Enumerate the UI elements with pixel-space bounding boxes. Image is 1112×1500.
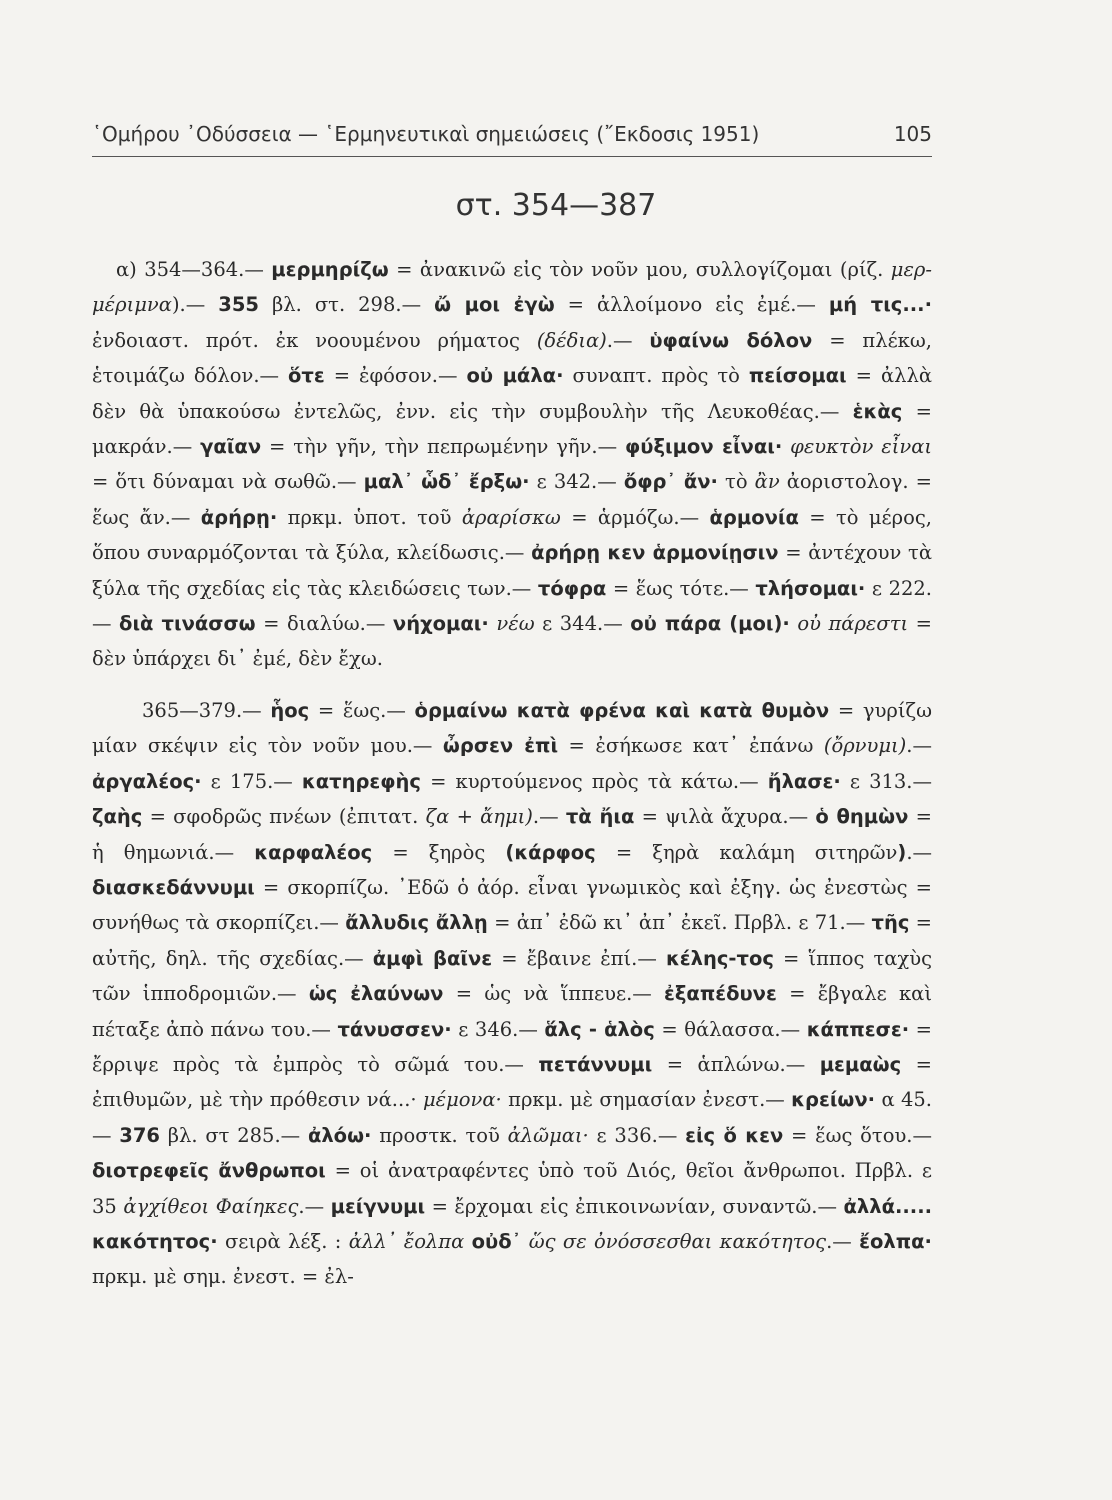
italic-gloss: μερ-μέριμνα <box>92 258 932 317</box>
lemma: καρφαλέος <box>254 840 373 864</box>
text-run: α 45.— <box>92 1088 932 1147</box>
text-run: .— <box>906 840 933 864</box>
lemma: ἁρμονία <box>709 505 799 529</box>
italic-gloss: ἀλῶμαι· <box>507 1123 589 1147</box>
lemma: ἐξαπέδυνε <box>664 982 777 1006</box>
lemma: κέλης-τος <box>665 946 774 970</box>
text-run: = τὴν γῆν, τὴν πεπρωμένην γῆν.— <box>261 435 626 459</box>
text-run: = ἐφόσον.— <box>324 364 467 388</box>
lemma: γαῖαν <box>200 435 262 459</box>
text-run <box>782 435 790 458</box>
text-run: = αὐτῆς, δηλ. τῆς σχεδίας.— <box>92 911 932 970</box>
lemma: τῆς <box>871 911 910 935</box>
text-run: ).— <box>171 293 219 317</box>
italic-gloss: ὥς σε ὀνόσσεσθαι κακότητος <box>528 1229 827 1253</box>
lemma: ὁρμαίνω κατὰ φρένα καὶ κατὰ θυμὸν <box>414 698 830 722</box>
lemma: διασκεδάννυμι <box>92 875 255 899</box>
lemma: ἤλασε· <box>767 769 841 793</box>
lemma: μή τις...· <box>828 293 932 317</box>
lemma: ἀρήρῃ κεν ἁρμονίῃσιν <box>531 541 779 565</box>
lemma: ἀλλά..... κακότητος· <box>92 1194 933 1253</box>
lemma: τλήσομαι· <box>755 576 866 600</box>
running-head <box>92 122 932 146</box>
lemma: διὰ τινάσσω <box>119 612 256 636</box>
lemma: ὑφαίνω δόλον <box>649 328 813 352</box>
text-run: = ἕως ὅτου.— <box>783 1123 932 1147</box>
lemma: φύξιμον εἶναι· <box>625 435 783 459</box>
text-run: ε 175.— <box>201 769 302 793</box>
paragraph-365-379 <box>92 693 932 1295</box>
lemma: μερμηρίζω <box>271 258 389 281</box>
text-run: = τὸ μέρος, ὅπου συναρμόζονται τὰ ξύλα, κλείδωσις.— <box>92 505 932 565</box>
lemma: πετάννυμι <box>538 1052 653 1076</box>
italic-gloss: (ὄρνυμι) <box>823 734 907 758</box>
italic-gloss: ἀραρίσκω <box>461 505 561 529</box>
text-run: = ἐσήκωσε κατ᾿ ἐπάνω <box>558 734 824 758</box>
text-run: .— <box>906 734 932 758</box>
italic-gloss: (δέδια) <box>536 328 607 352</box>
lemma: τὰ ἤια <box>565 805 635 829</box>
lemma: ἧος <box>270 698 310 722</box>
lemma: μείγνυμι <box>330 1194 426 1218</box>
lemma: 355 <box>218 293 259 317</box>
text-run: βλ. στ. 298.— <box>259 293 435 317</box>
text-run: ἐνδοιαστ. πρότ. ἐκ νοουμένου ρήματος <box>92 328 537 352</box>
header-rule <box>92 156 932 157</box>
text-run: = σφοδρῶς πνέων (ἐπιτατ. <box>142 805 426 829</box>
text-run: συναπτ. πρὸς τὸ <box>563 364 749 388</box>
text-run: = θάλασσα.— <box>654 1017 807 1041</box>
lemma: οὐδ᾿ <box>471 1229 522 1253</box>
lemma: μεμαὼς <box>819 1052 902 1076</box>
lemma: κάππεσε· <box>806 1017 910 1041</box>
text-run: = ἀλλοίμονο εἰς ἐμέ.— <box>554 293 829 317</box>
lemma: οὐ μάλα· <box>466 364 564 388</box>
italic-gloss: ἂν <box>754 470 780 494</box>
lemma: ) <box>897 840 907 864</box>
text-run: = ἔρριψε πρὸς τὰ ἐμπρὸς τὸ σῶμά του.— <box>92 1017 933 1076</box>
italic-gloss: ζα + ἄημι) <box>425 805 533 829</box>
text-run: ε 313.— <box>840 769 932 793</box>
text-run: ε 342.— <box>529 470 624 494</box>
text-run: ε 222.— <box>92 576 932 636</box>
text-run: = ἵππος ταχὺς τῶν ἱπποδρομιῶν.— <box>92 946 933 1006</box>
text-run: .— <box>606 328 650 352</box>
text-run: = πλέκω, ἑτοιμάζω δόλον.— <box>92 328 932 388</box>
lemma: ὁ θημὼν <box>815 805 909 829</box>
text-run: = ἕως τότε.— <box>606 576 756 600</box>
lemma: ἀμφὶ βαῖνε <box>372 946 493 970</box>
text-run: προστκ. τοῦ <box>371 1123 508 1147</box>
lemma: ὄφρ᾿ ἄν· <box>623 470 718 494</box>
text-run: ε 346.— <box>451 1017 545 1041</box>
lemma: ἔολπα· <box>859 1229 932 1253</box>
text-run: πρκμ. μὲ σημ. ἐνεστ. = ἐλ- <box>92 1265 354 1289</box>
lemma: ἀλόω· <box>307 1123 372 1147</box>
text-run: = οἱ ἀνατραφέντες ὑπὸ τοῦ Διός, θεῖοι ἄνθρωποι. Πρβλ. ε 35 <box>92 1159 932 1218</box>
lemma: εἰς ὅ κεν <box>685 1123 784 1147</box>
lemma: ὡς ἐλαύνων <box>308 982 444 1006</box>
lemma: ὦρσεν ἐπὶ <box>442 734 559 758</box>
lemma: κρείων· <box>791 1088 876 1112</box>
lemma: τόφρα <box>537 576 607 600</box>
text-run: = κυρτούμενος πρὸς τὰ κάτω.— <box>420 769 768 793</box>
text-run: = ἀλλὰ δὲν θὰ ὑπακούσω ἐντελῶς, ἐνν. εἰς τὴν συμβουλὴν τῆς Λευκοθέας.— <box>92 364 932 423</box>
text-run: ἀοριστολογ. = ἕως ἄν.— <box>92 470 932 529</box>
paragraph-354-364 <box>92 252 932 677</box>
lemma: ζαὴς <box>92 805 143 829</box>
text-run: σειρὰ λέξ. : <box>217 1229 349 1253</box>
text-run: = ὅτι δύναμαι νὰ σωθῶ.— <box>92 470 364 494</box>
commentary-body <box>92 252 932 1295</box>
lemma: κατηρεφὴς <box>301 769 421 793</box>
text-run: = ὡς νὰ ἵππευε.— <box>443 982 665 1006</box>
text-run: ε 336.— <box>588 1123 686 1147</box>
text-run: = ἀντέχουν τὰ ξύλα τῆς σχεδίας εἰς τὰς κλειδώσεις των.— <box>92 541 933 600</box>
page-number: 105 <box>893 122 932 146</box>
text-run: = ἕως.— <box>309 698 415 722</box>
text-run: = ξηρὰ καλάμη σιτηρῶν <box>595 840 898 864</box>
text-run: .— <box>532 805 566 829</box>
text-run: = μακράν.— <box>92 399 932 459</box>
italic-gloss: φευκτὸν εἶναι <box>790 435 933 459</box>
lemma: ἀργαλέος· <box>92 769 202 793</box>
lemma: ἅλς - ἁλὸς <box>544 1017 655 1041</box>
text-run: = ἁρμόζω.— <box>560 505 710 529</box>
italic-gloss: μέμονα· <box>422 1088 502 1112</box>
italic-gloss: ἀγχίθεοι Φαίηκες <box>123 1194 299 1218</box>
text-run: = ἔβαινε ἐπί.— <box>492 946 666 970</box>
lemma: οὐ πάρα (μοι)· <box>630 612 790 636</box>
text-run: = ψιλὰ ἄχυρα.— <box>634 805 816 829</box>
italic-gloss: οὐ πάρεστι <box>797 612 909 636</box>
text-run: ε 344.— <box>534 612 631 636</box>
text-run <box>521 1230 528 1253</box>
running-head-title: ῾Ομήρου ᾿Οδύσσεια — ῾Ερμηνευτικαὶ σημειώσεις (῎Εκδοσις 1951) <box>92 122 760 146</box>
italic-gloss: νέω <box>496 612 535 636</box>
text-run: βλ. στ 285.— <box>160 1123 308 1147</box>
lemma: μαλ᾿ ὧδ᾿ ἔρξω· <box>363 470 530 494</box>
text-run <box>464 1230 471 1253</box>
text-run: .— <box>298 1194 331 1218</box>
text-run: = ἀνακινῶ εἰς τὸν νοῦν μου, συλλογίζομαι (ρίζ. <box>388 258 891 281</box>
text-run: = ἀπ᾿ ἐδῶ κι᾿ ἀπ᾿ ἐκεῖ. Πρβλ. ε 71.— <box>487 911 872 935</box>
text-run: = γυρίζω μίαν σκέψιν εἰς τὸν νοῦν μου.— <box>92 698 933 758</box>
section-title: στ. 354—387 <box>455 188 657 223</box>
text-run: = ἐπιθυμῶν, μὲ τὴν πρόθεσιν νά...· <box>92 1052 932 1112</box>
lemma: διοτρεφεῖς ἄνθρωποι <box>92 1159 326 1183</box>
text-run: = ἁπλώνω.— <box>652 1052 820 1076</box>
text-run: = ἡ θημωνιά.— <box>92 805 932 864</box>
lemma: νήχομαι· <box>392 612 489 636</box>
text-run: .— <box>826 1229 860 1253</box>
text-run: = ἔβγαλε καὶ πέταξε ἀπὸ πάνω του.— <box>92 982 932 1041</box>
text-run: τὸ <box>717 470 755 494</box>
lemma: πείσομαι <box>748 364 847 388</box>
text-run: πρκμ. μὲ σημασίαν ἐνεστ.— <box>501 1088 792 1112</box>
lemma: (κάρφος <box>505 840 596 864</box>
italic-gloss: ἀλλ᾿ ἔολπα <box>348 1229 465 1253</box>
lemma: ἄλλυδις ἄλλῃ <box>345 911 488 935</box>
text-run: = δὲν ὑπάρχει δι᾿ ἐμέ, δὲν ἔχω. <box>92 612 933 671</box>
lemma: τάνυσσεν· <box>337 1017 452 1041</box>
text-run: = ἔρχομαι εἰς ἐπικοινωνίαν, συναντῶ.— <box>425 1194 844 1218</box>
text-run: = ξηρὸς <box>372 840 506 864</box>
lemma: ὅτε <box>288 364 325 388</box>
lemma: ἑκὰς <box>852 399 903 423</box>
lemma: ὤ μοι ἐγὼ <box>434 293 555 317</box>
text-run: = σκορπίζω. ᾿Εδῶ ὁ ἀόρ. εἶναι γνωμικὸς καὶ ἐξηγ. ὡς ἐνεστὼς = συνήθως τὰ σκορπίζει.— <box>92 875 932 935</box>
lemma: ἀρήρῃ· <box>200 505 278 529</box>
text-run: πρκμ. ὑποτ. τοῦ <box>277 505 462 529</box>
text-run: = διαλύω.— <box>255 612 393 636</box>
text-run: 365—379.— <box>142 698 271 722</box>
lemma: 376 <box>119 1123 160 1147</box>
text-run: α) 354—364.— <box>116 258 272 281</box>
